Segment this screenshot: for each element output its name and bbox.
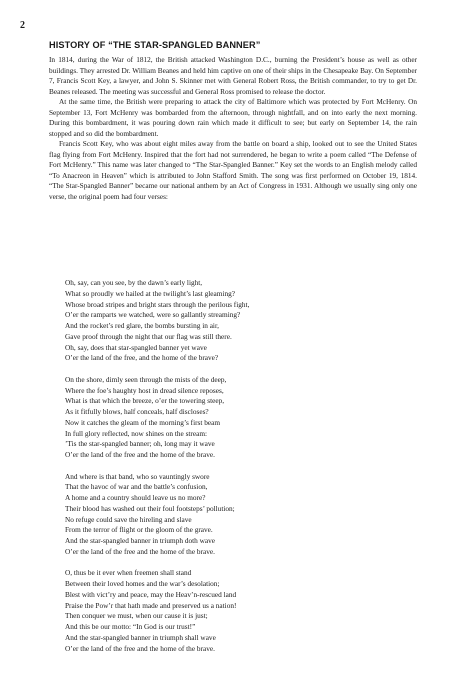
poem-line: Oh, say, does that star-spangled banner yet wave <box>65 342 207 352</box>
stanza-3 <box>65 472 415 558</box>
poem-line: Gave proof through the night that our flag was still there. <box>65 331 232 341</box>
paragraph-3: Francis Scott Key, who was about eight miles away from the battle on board a ship, looked out to see the United States flag flying from Fort McHenry. Inspired that the fort had not surrendered, he began to write a poem called “The Defense of Fort McHenry.” This name was later changed to “The Star-Spangled Banner.” Key set the words to an English melody called “To Anacreon in Heaven” which is attributed to John Stafford Smith. The song was first performed on October 19, 1814. “The Star-Spangled Banner” became our national anthem by an Act of Congress in 1931. Although we usually sing only one verse, the original poem had four verses: <box>49 139 417 201</box>
poem-line: That the havoc of war and the battle’s confusion, <box>65 482 208 492</box>
poem-line: On the shore, dimly seen through the mists of the deep, <box>65 374 227 384</box>
poem-line: And where is that band, who so vauntingly swore <box>65 471 210 481</box>
poem-line: No refuge could save the hireling and slave <box>65 514 192 524</box>
poem-line: O’er the land of the free, and the home of the brave? <box>65 353 219 363</box>
poem-line: O’er the ramparts we watched, were so gallantly streaming? <box>65 310 241 320</box>
poem-line: Oh, say, can you see, by the dawn’s early light, <box>65 278 203 287</box>
stanza-2 <box>65 375 415 461</box>
paragraph-1: In 1814, during the War of 1812, the British attacked Washington D.C., burning the President’s house as well as other buildings. They arrested Dr. William Beanes and held him captive on one of their ships in the Chesapeake Bay. On September 7, Francis Scott Key, a lawyer, and John S. Skinner met with General Robert Ross, the British commander, to try to get Dr. Beanes released. The meeting was successful and General Ross promised to release the doctor. <box>49 55 417 96</box>
poem-line: And the star-spangled banner in triumph shall wave <box>65 632 216 642</box>
poem-line: O’er the land of the free and the home of the brave. <box>65 643 215 653</box>
history-body <box>49 55 417 202</box>
poem-line: Their blood has washed out their foul footsteps’ pollution; <box>65 503 235 513</box>
page-number: 2 <box>20 20 25 31</box>
stanza-1 <box>65 278 415 364</box>
poem-line: Then conquer we must, when our cause it is just; <box>65 611 208 621</box>
poem-line: As it fitfully blows, half conceals, half discloses? <box>65 407 209 416</box>
poem-line: And the star-spangled banner in triumph doth wave <box>65 536 216 545</box>
poem-line: Where the foe’s haughty host in dread silence reposes, <box>65 385 224 395</box>
poem-line: A home and a country should leave us no more? <box>65 493 206 502</box>
poem-line: Praise the Pow’r that hath made and preserved us a nation! <box>65 600 237 610</box>
poem-line: Between their loved homes and the war’s desolation; <box>65 579 220 588</box>
poem-line: From the terror of flight or the gloom of the grave. <box>65 525 213 535</box>
poem-line: Whose broad stripes and bright stars through the perilous fight, <box>65 299 250 309</box>
anthem-poem <box>65 278 415 665</box>
poem-line: ’Tis the star-spangled banner; oh, long may it wave <box>65 439 215 449</box>
poem-line: And this be our motto: “In God is our trust!” <box>65 622 196 631</box>
poem-line: O, thus be it ever when freemen shall stand <box>65 568 192 578</box>
poem-line: Now it catches the gleam of the morning’s first beam <box>65 417 221 427</box>
poem-line: O’er the land of the free and the home of the brave. <box>65 450 215 459</box>
poem-line: O’er the land of the free and the home of the brave. <box>65 546 215 556</box>
poem-line: And the rocket’s red glare, the bombs bursting in air, <box>65 321 219 330</box>
poem-line: What is that which the breeze, o’er the towering steep, <box>65 396 225 406</box>
stanza-4 <box>65 568 415 654</box>
poem-line: Blest with vict’ry and peace, may the Heav’n-rescued land <box>65 589 237 599</box>
page-title: HISTORY OF “THE STAR-SPANGLED BANNER” <box>49 40 261 50</box>
poem-line: What so proudly we hailed at the twilight’s last gleaming? <box>65 288 236 298</box>
poem-line: In full glory reflected, now shines on the stream: <box>65 428 208 438</box>
paragraph-2: At the same time, the British were preparing to attack the city of Baltimore which was protected by Fort McHenry. On September 13, Fort McHenry was bombarded from the afternoon, through nightfall, and on into early the next morning. During this bombardment, it was pouring down rain which made it difficult to see; but early on September 14, the rain stopped and so did the bombardment. <box>49 97 417 138</box>
